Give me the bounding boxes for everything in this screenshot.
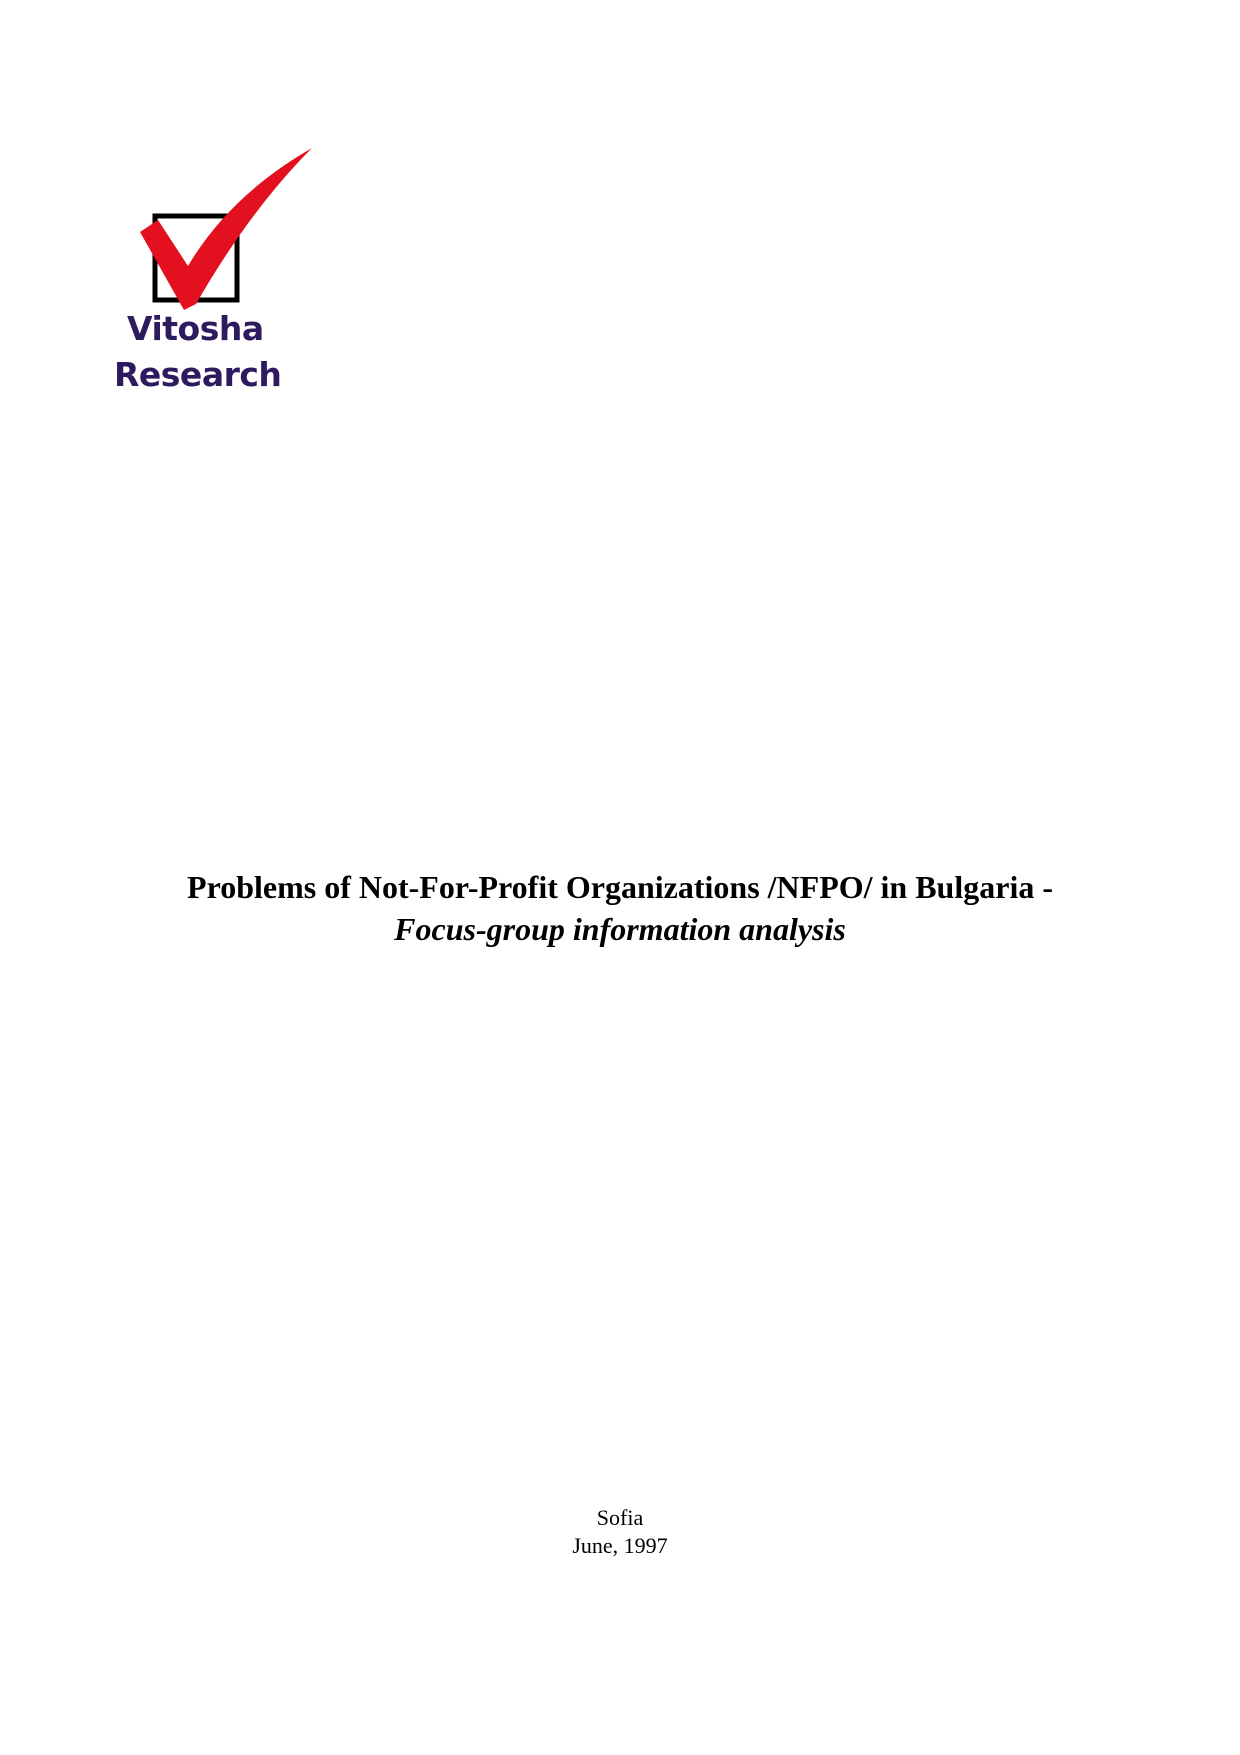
vitosha-research-logo xyxy=(110,140,320,400)
publication-place: Sofia xyxy=(596,1505,644,1530)
logo-brand-line2: Research xyxy=(114,355,282,394)
publication-date: June, 1997 xyxy=(572,1533,668,1558)
document-subtitle: Focus-group information analysis xyxy=(394,911,846,947)
logo-wordmark xyxy=(114,306,281,398)
checkmark-logo-icon xyxy=(110,140,320,310)
document-title: Problems of Not-For-Profit Organizations /NFPO/ in Bulgaria - xyxy=(187,869,1053,905)
logo-brand-line1: Vitosha xyxy=(127,309,264,348)
document-footer xyxy=(0,1504,1240,1560)
document-title-block xyxy=(0,866,1240,950)
